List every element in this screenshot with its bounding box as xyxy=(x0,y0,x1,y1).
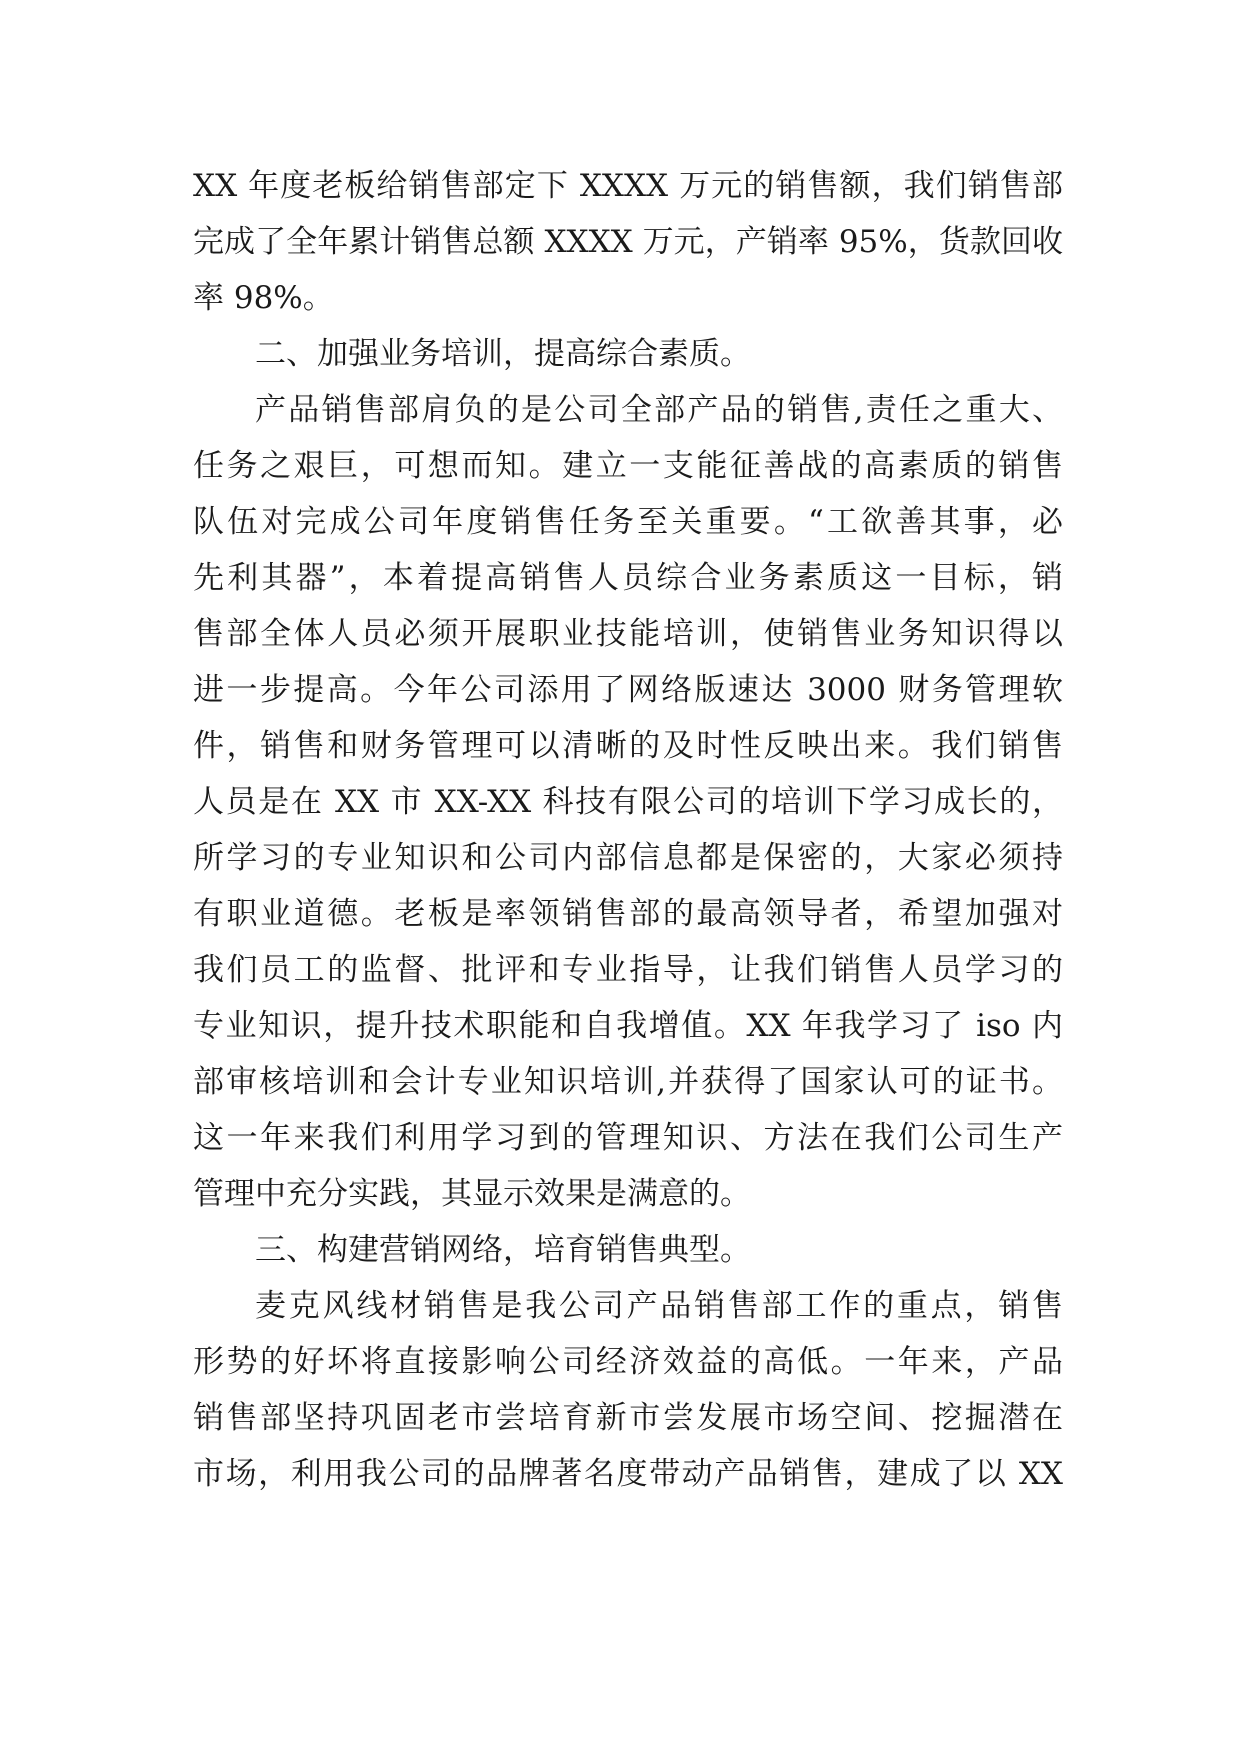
text-line: 售部全体人员必须开展职业技能培训，使销售业务知识得以 xyxy=(193,616,1063,652)
text-line: 人员是在 XX 市 XX-XX 科技有限公司的培训下学习成长的， xyxy=(193,784,1063,820)
text-line: 完成了全年累计销售总额 XXXX 万元，产销率 95%，货款回收 xyxy=(193,224,1063,260)
text-line: 产品销售部肩负的是公司全部产品的销售,责任之重大、 xyxy=(255,392,1063,428)
text-line: 先利其器”，本着提高销售人员综合业务素质这一目标，销 xyxy=(193,560,1063,596)
text-line: 形势的好坏将直接影响公司经济效益的高低。一年来，产品 xyxy=(193,1344,1063,1380)
text-line: 管理中充分实践，其显示效果是满意的。 xyxy=(193,1176,751,1212)
text-line: 这一年来我们利用学习到的管理知识、方法在我们公司生产 xyxy=(193,1120,1063,1156)
text-line: 任务之艰巨，可想而知。建立一支能征善战的高素质的销售 xyxy=(193,448,1063,484)
text-line: 我们员工的监督、批评和专业指导，让我们销售人员学习的 xyxy=(193,952,1063,988)
section-heading: 三、构建营销网络，培育销售典型。 xyxy=(255,1232,751,1268)
text-line: 销售部坚持巩固老市尝培育新市尝发展市场空间、挖掘潜在 xyxy=(193,1400,1063,1436)
text-line: 队伍对完成公司年度销售任务至关重要。“工欲善其事，必 xyxy=(193,504,1063,540)
text-line: 部审核培训和会计专业知识培训,并获得了国家认可的证书。 xyxy=(193,1064,1063,1100)
text-line: 进一步提高。今年公司添用了网络版速达 3000 财务管理软 xyxy=(193,672,1063,708)
text-line: 麦克风线材销售是我公司产品销售部工作的重点，销售 xyxy=(255,1288,1063,1324)
text-line: 专业知识，提升技术职能和自我增值。XX 年我学习了 iso 内 xyxy=(193,1008,1063,1044)
text-line: 市场，利用我公司的品牌著名度带动产品销售，建成了以 XX xyxy=(193,1456,1063,1492)
text-line: 件，销售和财务管理可以清晰的及时性反映出来。我们销售 xyxy=(193,728,1063,764)
text-line: 率 98%。 xyxy=(193,280,334,316)
text-line: 有职业道德。老板是率领销售部的最高领导者，希望加强对 xyxy=(193,896,1063,932)
document-body xyxy=(193,158,1063,1502)
text-line: 所学习的专业知识和公司内部信息都是保密的，大家必须持 xyxy=(193,840,1063,876)
text-line: XX 年度老板给销售部定下 XXXX 万元的销售额，我们销售部 xyxy=(193,168,1063,204)
section-heading: 二、加强业务培训，提高综合素质。 xyxy=(255,336,751,372)
